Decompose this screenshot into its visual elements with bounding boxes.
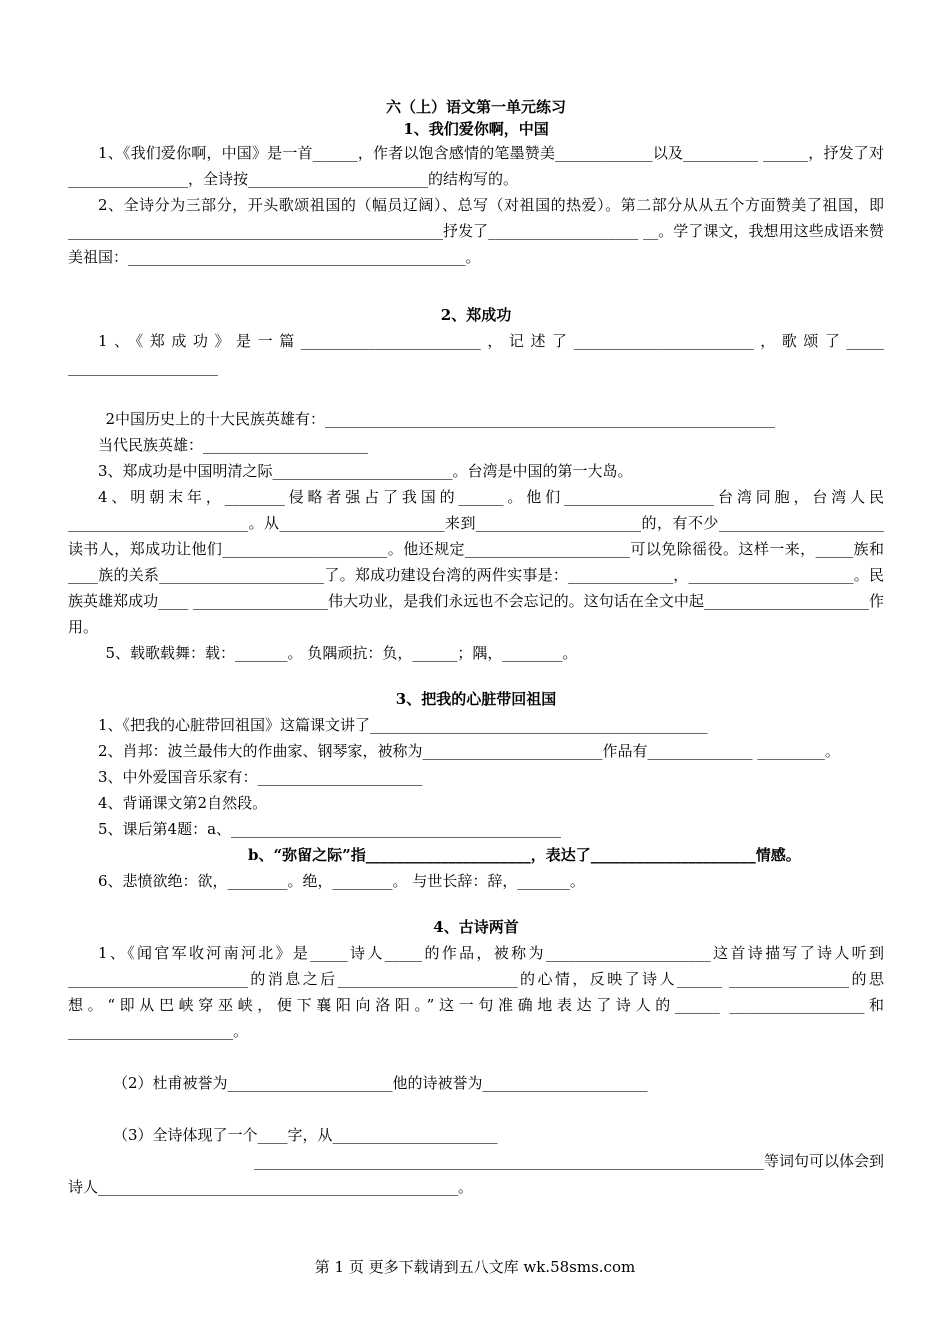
lesson2-question4: 4、明朝末年，________侵略者强占了我国的______。他们____________________台湾同胞，台湾人民________________________。从______________________来到______________________的，有不少______________________读书人，郑成功让他们______________________。他还规定______________________可以免除徭役。这样一来，_____族和____族的关系______________________了。郑成功建设台湾的两件实事是：______________，______________________。民族英雄郑成功____ __________________伟大功业，是我们永远也不会忘记的。这句话在全文中起______________________作用。 bbox=[68, 488, 884, 636]
lesson2-question5: 5、载歌载舞：载：_______。 负隅顽抗：负，______；隅，________。 bbox=[105, 644, 578, 662]
worksheet-page bbox=[68, 96, 884, 1200]
lesson4-title: 4、古诗两首 bbox=[433, 918, 519, 936]
lesson3-question2: 2、肖邦：波兰最伟大的作曲家、钢琴家，被称为________________________作品有______________ _________。 bbox=[98, 742, 840, 760]
lesson2-question3: 3、郑成功是中国明清之际________________________。台湾是中国的第一大岛。 bbox=[98, 462, 633, 480]
lesson3-question5: 5、课后第4题：a、____________________________________________ bbox=[98, 820, 562, 838]
page-footer: 第 1 页 更多下载请到五八文库 wk.58sms.com bbox=[314, 1258, 636, 1276]
lesson3-question1: 1、《把我的心脏带回祖国》这篇课文讲了_____________________________________________ bbox=[98, 716, 708, 734]
spacer bbox=[68, 380, 884, 406]
lesson2-title: 2、郑成功 bbox=[440, 306, 512, 324]
spacer bbox=[68, 1096, 884, 1122]
spacer bbox=[68, 270, 884, 296]
lesson2-question2b: 当代民族英雄：______________________ bbox=[98, 436, 369, 454]
lesson3-title: 3、把我的心脏带回祖国 bbox=[395, 690, 557, 708]
lesson3-question4: 4、背诵课文第2自然段。 bbox=[98, 794, 268, 812]
lesson1-question1: 1、《我们爱你啊，中国》是一首______，作者以饱含感情的笔墨赞美_____________以及__________ ______，抒发了对________________，全诗按________________________的结构写的。 bbox=[68, 144, 884, 188]
spacer bbox=[68, 894, 884, 908]
lesson3-question3: 3、中外爱国音乐家有：______________________ bbox=[98, 768, 423, 786]
lesson3-question6: 6、悲愤欲绝：欲，________。绝，________。 与世长辞：辞，_______。 bbox=[98, 872, 585, 890]
lesson4-question3a: （3）全诗体现了一个____字，从______________________ bbox=[113, 1126, 498, 1144]
lesson1-question2: 2、全诗分为三部分，开头歌颂祖国的（幅员辽阔）、总写（对祖国的热爱）。第二部分从从五个方面赞美了祖国，即__________________________________________________抒发了____________________ __。学了课文，我想用这些成语来赞美祖国：_____________________________________________。 bbox=[68, 196, 884, 266]
spacer bbox=[68, 666, 884, 680]
lesson4-question2: （2）杜甫被誉为______________________他的诗被誉为______________________ bbox=[113, 1074, 648, 1092]
lesson3-question5b: b、“弥留之际”指______________________，表达了______________________情感。 bbox=[248, 846, 801, 864]
lesson2-question2: 2中国历史上的十大民族英雄有：____________________________________________________________ bbox=[105, 410, 776, 428]
lesson4-question3b: ____________________________________________________________________等词句可以体会到 bbox=[253, 1152, 884, 1170]
lesson4-question3c: 诗人________________________________________________。 bbox=[68, 1178, 474, 1196]
spacer bbox=[68, 1044, 884, 1070]
lesson4-question1: 1、《闻官军收河南河北》是_____诗人_____的作品，被称为______________________这首诗描写了诗人听到________________________的消息之后________________________的心情，反映了诗人______ ________________的思想。“即从巴峡穿巫峡，便下襄阳向洛阳。”这一句准确地表达了诗人的______ __________________和______________________。 bbox=[68, 944, 884, 1040]
page-title: 六（上）语文第一单元练习 bbox=[385, 98, 566, 116]
lesson1-title: 1、我们爱你啊，中国 bbox=[403, 120, 549, 138]
lesson2-question1: 1、《郑成功》是一篇________________________，记述了________________________，歌颂了_____ ____________________ bbox=[68, 332, 884, 376]
